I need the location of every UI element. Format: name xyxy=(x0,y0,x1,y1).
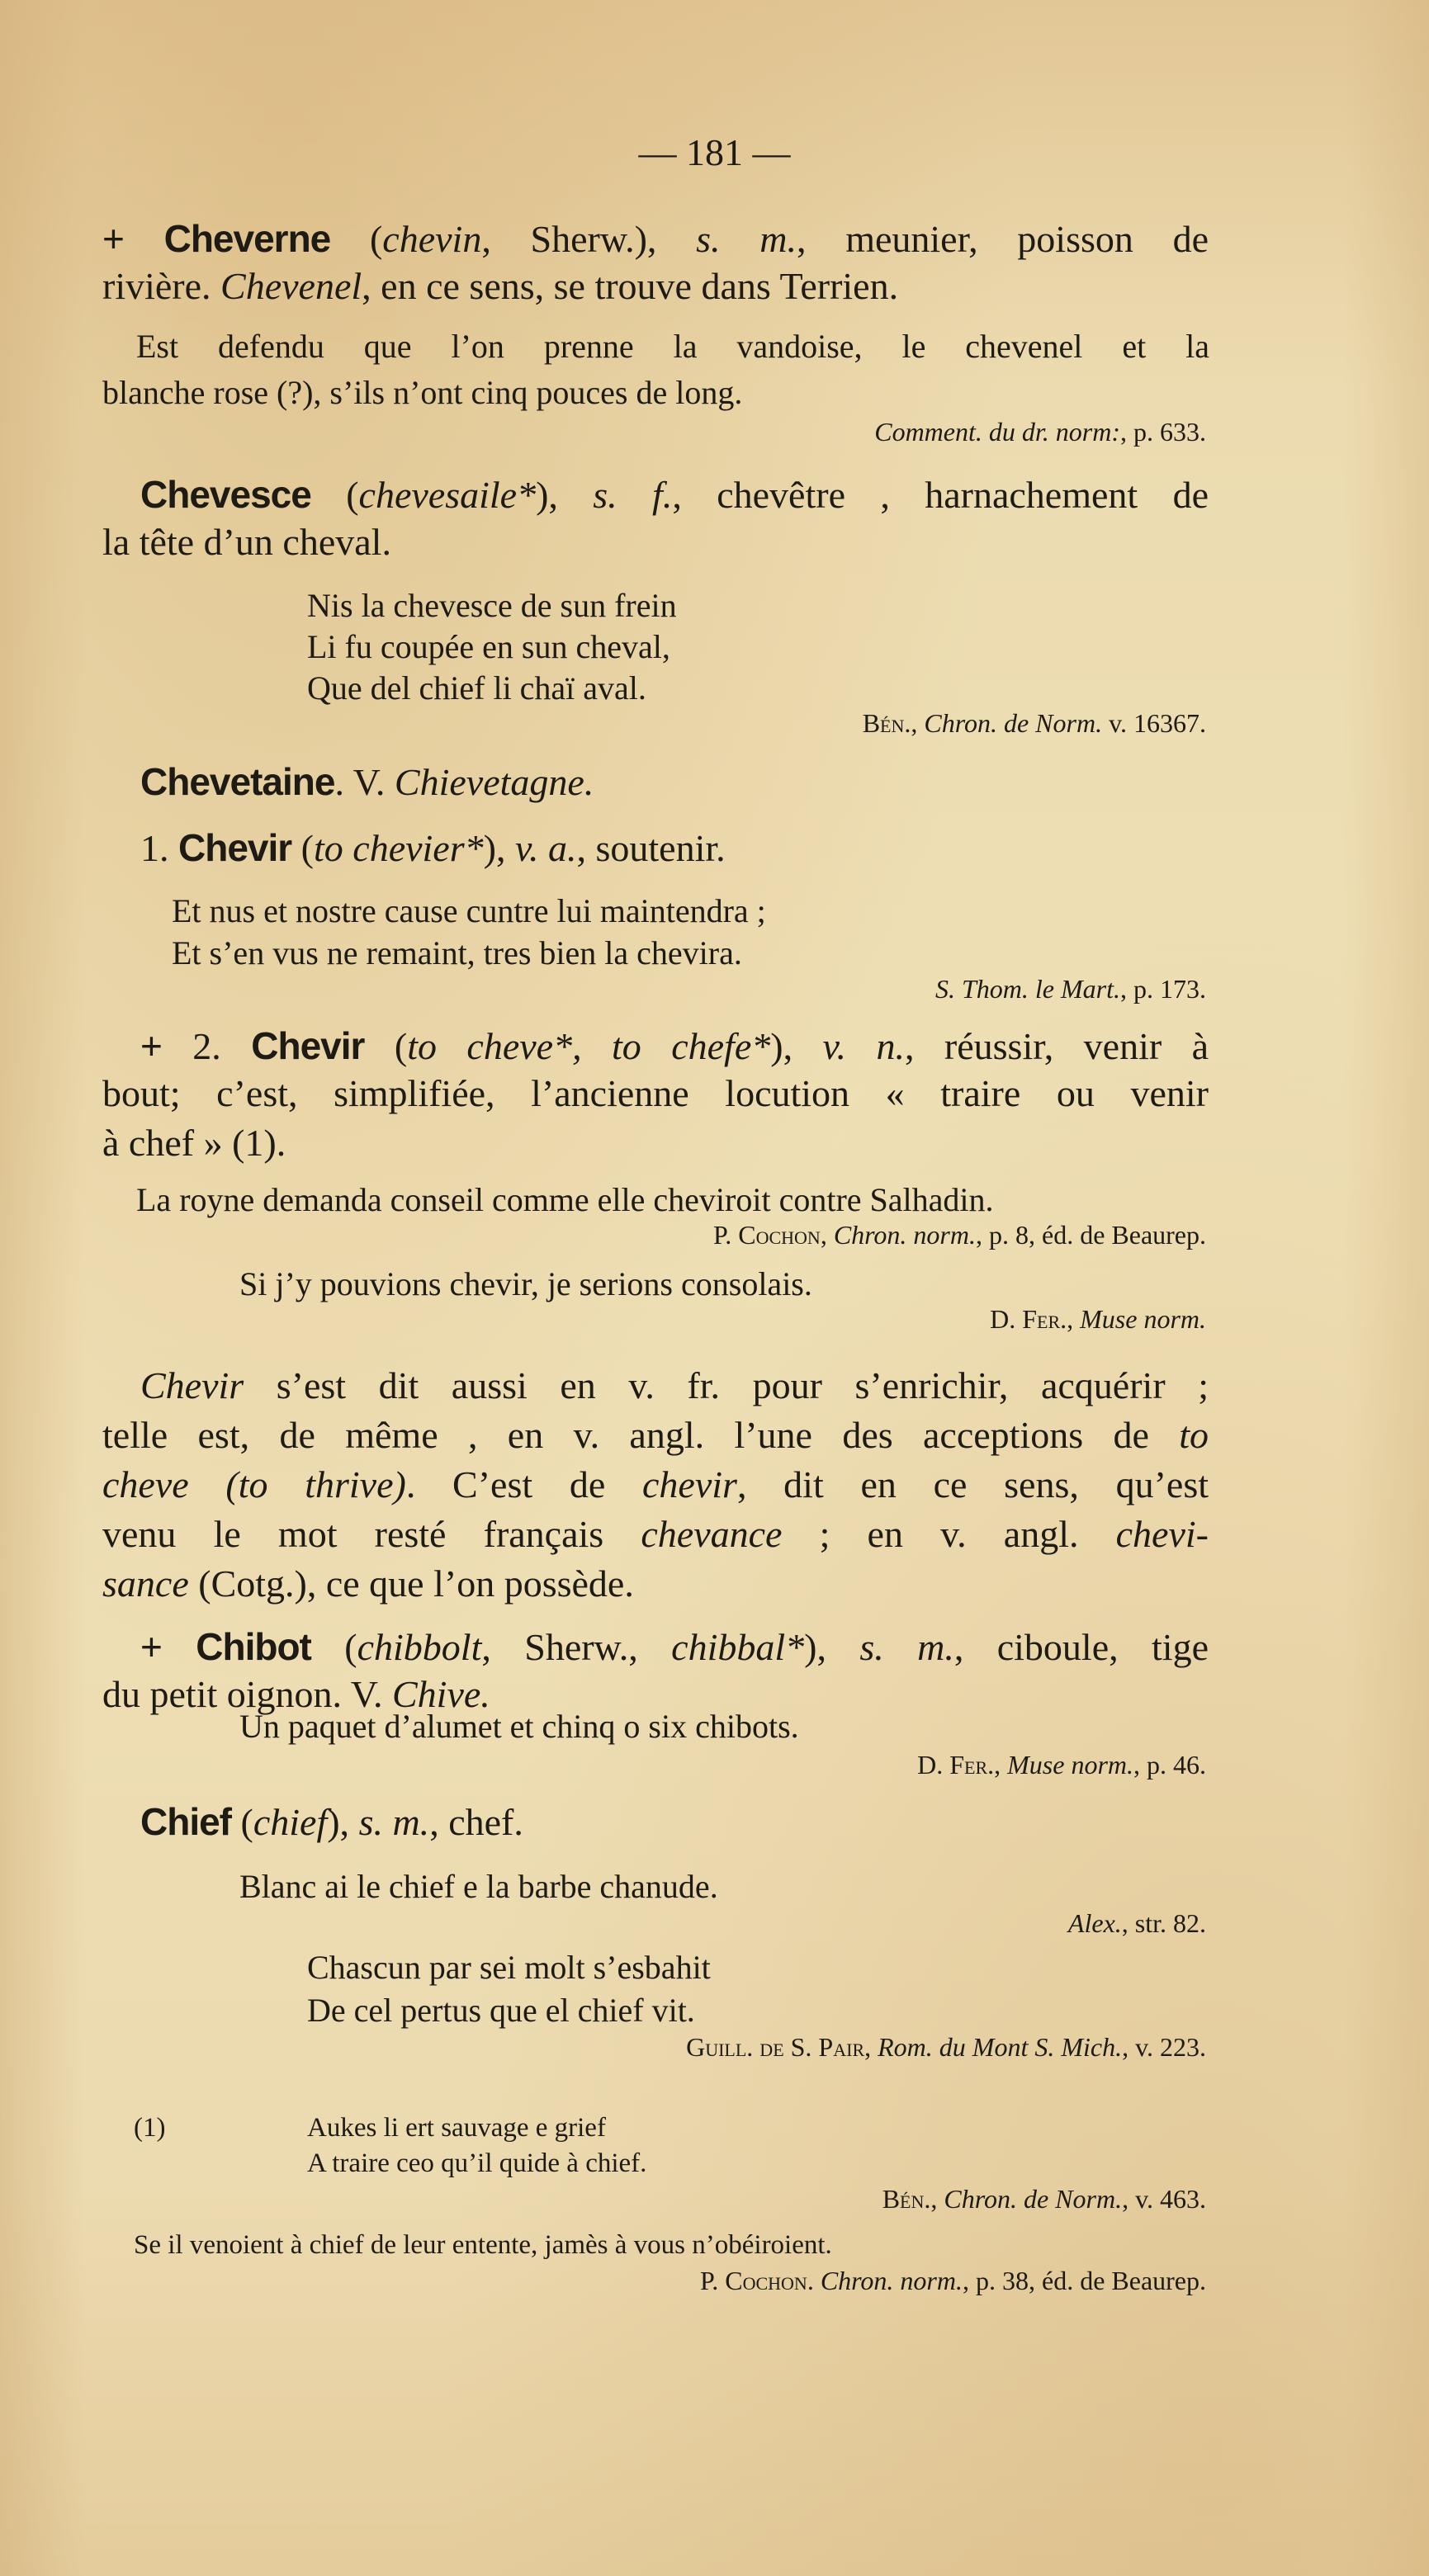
etymon: to chevier* xyxy=(314,827,484,869)
citation-sep: , xyxy=(911,708,925,738)
entry-chevir-2-line-1 xyxy=(140,1023,1209,1068)
entry-cheverne-line-1 xyxy=(102,216,1209,261)
citation-ref: , p. 173. xyxy=(1120,974,1206,1004)
citation-ref: , v. 223. xyxy=(1122,2032,1206,2062)
citation xyxy=(874,417,1206,447)
citation-initial: P. xyxy=(699,2266,726,2295)
quote-line: La royne demanda conseil comme elle cheviroit contre Salhadin. xyxy=(136,1181,994,1218)
quote-line: Blanc ai le chief e la barbe chanude. xyxy=(239,1868,718,1905)
etymon: chibbal* xyxy=(671,1626,805,1668)
term: chevir xyxy=(642,1463,737,1505)
footnote-citation xyxy=(882,2184,1206,2214)
citation-author: Cochon xyxy=(738,1220,821,1250)
note-text: . C’est de xyxy=(405,1463,643,1505)
citation-ref: , v. 463. xyxy=(1122,2184,1206,2214)
paren: ( xyxy=(310,474,359,516)
headword-chibot: Chibot xyxy=(196,1625,311,1668)
citation xyxy=(863,708,1206,739)
headword-chevir: Chevir xyxy=(178,826,292,869)
term: sance xyxy=(102,1562,189,1605)
footnote-marker: (1) xyxy=(134,2113,166,2143)
verse-line: Li fu coupée en sun cheval, xyxy=(307,628,670,665)
citation-title: Muse norm. xyxy=(1080,1304,1206,1334)
note-line-1 xyxy=(140,1364,1209,1407)
citation-author: Fer. xyxy=(949,1750,995,1780)
verse-line: Nis la chevesce de sun frein xyxy=(307,587,677,624)
verse-line: Que del chief li chaï aval. xyxy=(307,669,646,707)
sense-number: 2. xyxy=(162,1025,252,1067)
headword-chevetaine: Chevetaine xyxy=(140,760,335,803)
grammar-label: s. m. xyxy=(358,1801,430,1843)
note-text: telle est, de même , en v. angl. l’une des acceptions de xyxy=(102,1414,1180,1456)
headword-chief: Chief xyxy=(140,1800,231,1843)
paren: ), xyxy=(804,1626,860,1668)
etymon: chibbolt xyxy=(357,1626,482,1668)
cross-reference: Chievetagne. xyxy=(394,761,594,803)
citation-ref: , p. 633. xyxy=(1120,417,1206,447)
citation-author: Cochon xyxy=(725,2266,807,2295)
note-text: ; en v. angl. xyxy=(782,1513,1116,1555)
etymon-source: , Sherw.), xyxy=(481,218,697,260)
term: Chevir xyxy=(140,1364,244,1406)
citation-title: Muse norm. xyxy=(1007,1750,1133,1780)
note-text: venu le mot resté français xyxy=(102,1513,641,1555)
definition: , ciboule, tige xyxy=(953,1626,1209,1668)
paren: ( xyxy=(231,1801,253,1843)
etymon: chevesaile* xyxy=(358,474,537,516)
variant-form: Chevenel xyxy=(220,265,362,307)
verse-line: De cel pertus que el chief vit. xyxy=(307,1992,695,2029)
citation-ref: , p. 46. xyxy=(1133,1750,1206,1780)
citation-author: Bén. xyxy=(862,708,911,738)
footnote-prose: Se il venoient à chief de leur entente, jamès à vous n’obéiroient. xyxy=(134,2230,832,2260)
definition: , chef. xyxy=(429,1801,523,1843)
citation-sep: , xyxy=(930,2184,944,2214)
entry-cheverne-line-2 xyxy=(102,264,1209,308)
citation-author: Bén. xyxy=(882,2184,931,2214)
headword-cheverne: Cheverne xyxy=(163,217,331,260)
definition: , en ce sens, se trouve dans Terrien. xyxy=(362,265,899,307)
dagger-marker: + xyxy=(102,217,125,260)
definition: , soutenir. xyxy=(576,827,726,869)
citation-initial: D. xyxy=(990,1304,1023,1334)
citation-title: Chron. norm. xyxy=(833,1220,976,1250)
entry-chevir-2-line-3: à chef » (1). xyxy=(102,1122,286,1164)
citation-title: Chron. norm. xyxy=(820,2266,963,2295)
citation-title: Rom. du Mont S. Mich. xyxy=(878,2032,1123,2062)
grammar-label: s. m. xyxy=(859,1626,954,1668)
paren: ( xyxy=(291,827,314,869)
definition: , réussir, venir à xyxy=(904,1025,1209,1067)
footnote-verse-line: A traire ceo qu’il quide à chief. xyxy=(307,2148,647,2178)
citation xyxy=(935,974,1206,1004)
citation-author: Fer. xyxy=(1022,1304,1067,1334)
etymon-source: , Sherw., xyxy=(481,1626,672,1668)
headword-chevir: Chevir xyxy=(251,1024,365,1067)
citation-sep: , xyxy=(820,1220,834,1250)
citation-sep: , xyxy=(864,2032,878,2062)
citation-ref: , p. 8, éd. de Beaurep. xyxy=(975,1220,1206,1250)
paren: ( xyxy=(369,218,383,260)
citation-ref: , p. 38, éd. de Beaurep. xyxy=(962,2266,1206,2295)
quote-line: blanche rose (?), s’ils n’ont cinq pouces de long. xyxy=(102,374,743,411)
entry-chevir-2-line-2: bout; c’est, simplifiée, l’ancienne locution « traire ou venir xyxy=(102,1072,1209,1114)
citation-title: Comment. du dr. norm: xyxy=(874,417,1120,447)
quote-line: Si j’y pouvions chevir, je serions consolais. xyxy=(239,1265,812,1302)
note-text: (Cotg.), ce que l’on possède. xyxy=(188,1562,634,1605)
footnote-citation xyxy=(700,2266,1206,2296)
grammar-label: v. a. xyxy=(514,827,577,869)
etymon: to cheve*, to chefe* xyxy=(407,1025,771,1067)
note-text: s’est dit aussi en v. fr. pour s’enrichir, acquérir ; xyxy=(244,1364,1209,1406)
grammar-label: s. f. xyxy=(593,474,673,516)
citation-title: Alex. xyxy=(1067,1908,1122,1938)
entry-chevir-1 xyxy=(140,825,1247,870)
note-line-4 xyxy=(102,1512,1209,1556)
quote-line: Un paquet d’alumet et chinq o six chibots. xyxy=(239,1708,799,1745)
definition: , chevêtre , harnachement de xyxy=(672,474,1209,516)
note-text: , dit en ce sens, qu’est xyxy=(736,1463,1209,1505)
footnote-verse-line: Aukes li ert sauvage e grief xyxy=(307,2113,606,2143)
verse-line: Et nus et nostre cause cuntre lui maintendra ; xyxy=(172,892,766,929)
page-number: — 181 — xyxy=(638,131,791,173)
etymon: chief xyxy=(253,1801,328,1843)
sense-number: 1. xyxy=(140,827,178,869)
see-also: . V. xyxy=(334,761,395,803)
verse-line: Et s’en vus ne remaint, tres bien la chevira. xyxy=(172,934,742,971)
entry-chibot-line-1 xyxy=(140,1624,1209,1669)
citation-author: Guill. de S. Pair xyxy=(686,2032,865,2062)
citation xyxy=(990,1304,1206,1335)
citation-sep: , xyxy=(1067,1304,1081,1334)
citation-title: Chron. de Norm. xyxy=(944,2184,1123,2214)
paren: ), xyxy=(770,1025,823,1067)
headword-chevesce: Chevesce xyxy=(140,473,311,516)
citation-title: S. Thom. le Mart. xyxy=(935,974,1120,1004)
definition: rivière. xyxy=(102,265,221,307)
term: chevi- xyxy=(1115,1513,1209,1555)
entry-chevesce-line-1 xyxy=(140,472,1209,517)
definition: , meunier, poisson de xyxy=(796,218,1209,260)
quote-line: Est defendu que l’on prenne la vandoise, le chevenel et la xyxy=(136,328,1209,365)
citation-ref: v. 16367. xyxy=(1102,708,1206,738)
grammar-label: v. n. xyxy=(822,1025,905,1067)
grammar-label: s. m. xyxy=(696,218,797,260)
note-line-5 xyxy=(102,1562,1209,1605)
citation xyxy=(713,1220,1206,1250)
citation xyxy=(1068,1908,1206,1939)
verse-line: Chascun par sei molt s’esbahit xyxy=(307,1949,711,1986)
entry-chevesce-line-2: la tête d’un cheval. xyxy=(102,521,391,563)
citation-initial: P. xyxy=(712,1220,739,1250)
citation xyxy=(917,1750,1206,1780)
citation-title: Chron. de Norm. xyxy=(924,708,1103,738)
etymon: chevin xyxy=(382,218,482,260)
paren: ( xyxy=(310,1626,357,1668)
entry-chief xyxy=(140,1799,1247,1844)
paren: ), xyxy=(327,1801,359,1843)
term: chevance xyxy=(641,1513,783,1555)
dagger-marker: + xyxy=(140,1625,163,1668)
term: cheve (to thrive) xyxy=(102,1463,406,1505)
entry-chevetaine xyxy=(140,759,1247,804)
citation-sep: , xyxy=(994,1750,1008,1780)
citation-initial: D. xyxy=(917,1750,950,1780)
paren: ), xyxy=(536,474,594,516)
dagger-marker: + xyxy=(140,1024,163,1067)
citation xyxy=(686,2032,1206,2063)
citation-ref: , str. 82. xyxy=(1121,1908,1206,1938)
paren: ( xyxy=(364,1025,408,1067)
note-line-2 xyxy=(102,1413,1209,1457)
definition: du petit oignon. V. xyxy=(102,1673,392,1715)
term: to xyxy=(1179,1414,1209,1456)
citation-sep: . xyxy=(807,2266,821,2295)
paren: ), xyxy=(483,827,515,869)
cross-reference: Chive. xyxy=(392,1673,490,1715)
note-line-3 xyxy=(102,1463,1209,1506)
